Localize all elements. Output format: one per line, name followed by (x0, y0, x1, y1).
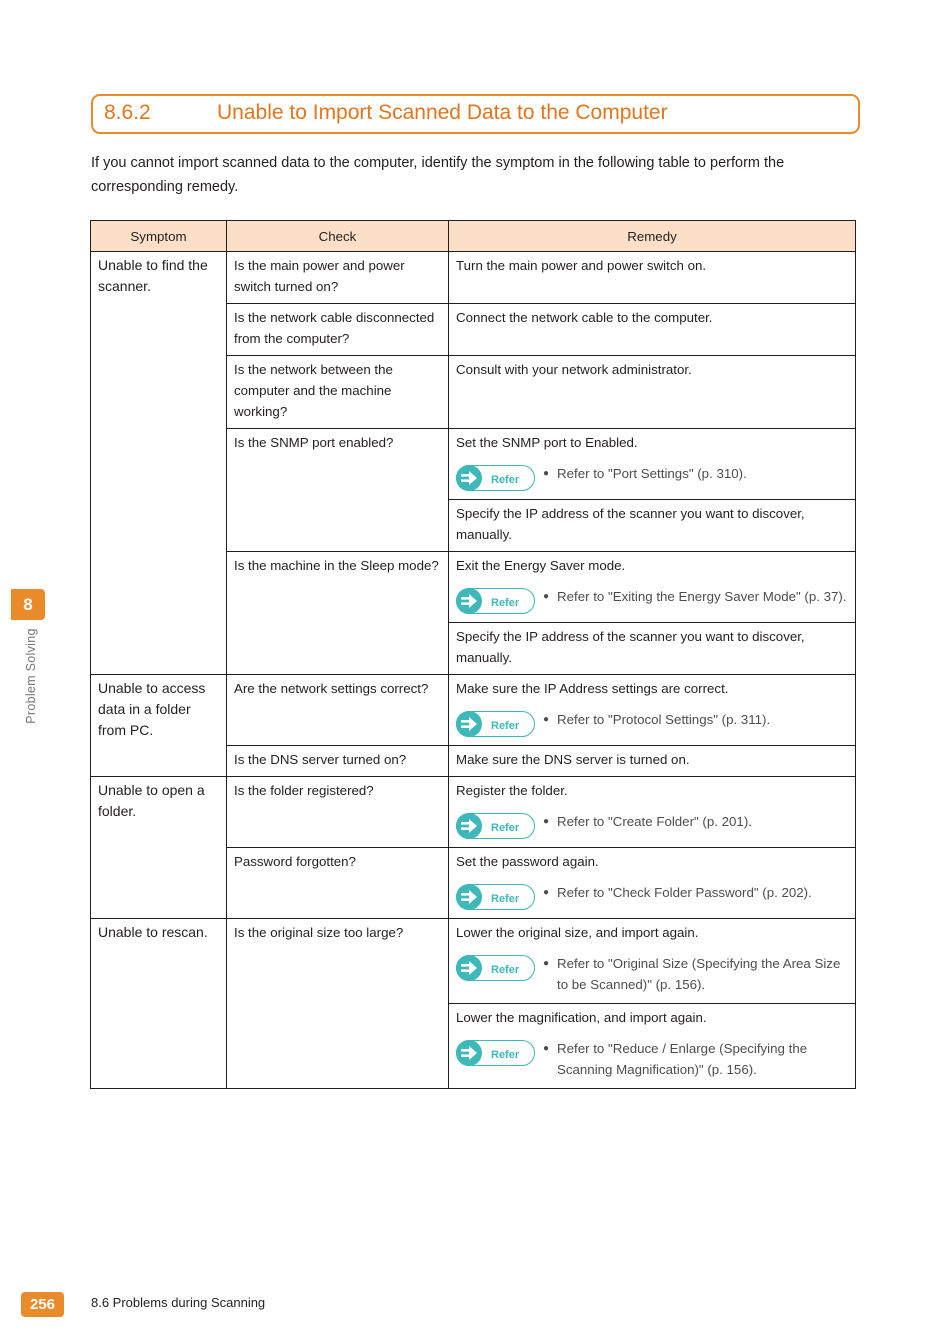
refer-link-text: Refer to "Port Settings" (p. 310). (557, 466, 747, 481)
remedy-text: Turn the main power and power switch on. (456, 258, 707, 273)
section-title: Unable to Import Scanned Data to the Computer (217, 101, 668, 124)
remedy-text: Exit the Energy Saver mode. (456, 558, 626, 573)
symptom-cell: Unable to access data in a folder from PC. (91, 675, 227, 777)
symptom-cell: Unable to find the scanner. (91, 252, 227, 675)
bullet-icon: ● (543, 591, 550, 602)
table-row (91, 675, 856, 746)
bullet-icon: ● (543, 714, 550, 725)
check-cell: Is the SNMP port enabled? (227, 429, 449, 552)
refer-link[interactable] (543, 463, 747, 484)
section-number: 8.6.2 (104, 101, 151, 124)
check-cell: Is the DNS server turned on? (227, 746, 449, 777)
table-row (91, 252, 856, 304)
header-symptom: Symptom (91, 221, 227, 252)
refer-label: Refer (491, 597, 520, 609)
remedy-text: Specify the IP address of the scanner you want to discover, manually. (456, 629, 805, 665)
table-header-row (91, 221, 856, 252)
arrow-right-icon (456, 813, 482, 839)
remedy-text: Specify the IP address of the scanner you want to discover, manually. (456, 506, 805, 542)
section-heading-box (91, 94, 860, 134)
refer-block (456, 811, 848, 839)
footer-section-label: 8.6 Problems during Scanning (91, 1295, 266, 1310)
header-remedy: Remedy (449, 221, 856, 252)
remedy-text: Register the folder. (456, 783, 568, 798)
refer-link-text: Refer to "Create Folder" (p. 201). (557, 814, 752, 829)
check-cell: Is the machine in the Sleep mode? (227, 552, 449, 675)
remedy-text: Set the password again. (456, 854, 599, 869)
remedy-cell (449, 848, 856, 919)
refer-link[interactable] (543, 1038, 848, 1080)
remedy-text: Lower the magnification, and import again. (456, 1010, 707, 1025)
refer-block (456, 882, 848, 910)
bullet-icon: ● (543, 958, 550, 969)
refer-badge (456, 465, 535, 491)
bullet-icon: ● (543, 816, 550, 827)
refer-link-text: Refer to "Protocol Settings" (p. 311). (557, 712, 771, 727)
remedy-text: Make sure the IP Address settings are correct. (456, 681, 729, 696)
check-cell: Is the main power and power switch turned on? (227, 252, 449, 304)
intro-paragraph: If you cannot import scanned data to the computer, identify the symptom in the following table to perform the corresponding remedy. (91, 155, 785, 195)
refer-badge (456, 813, 535, 839)
arrow-right-icon (456, 884, 482, 910)
refer-link-text: Refer to "Original Size (Specifying the Area Size to be Scanned)" (p. 156). (557, 956, 841, 992)
remedy-cell (449, 675, 856, 746)
bullet-icon: ● (543, 468, 550, 479)
refer-block (456, 953, 848, 995)
refer-label: Refer (491, 964, 520, 976)
refer-badge (456, 884, 535, 910)
check-cell: Is the network cable disconnected from the computer? (227, 304, 449, 356)
refer-link-text: Refer to "Reduce / Enlarge (Specifying the Scanning Magnification)" (p. 156). (557, 1041, 808, 1077)
check-cell: Are the network settings correct? (227, 675, 449, 746)
table-row (91, 777, 856, 848)
arrow-right-icon (456, 1040, 482, 1066)
refer-label: Refer (491, 1049, 520, 1061)
remedy-cell (449, 252, 856, 304)
remedy-text: Make sure the DNS server is turned on. (456, 752, 690, 767)
refer-badge (456, 1040, 535, 1066)
refer-block (456, 1038, 848, 1080)
bullet-icon: ● (543, 1043, 550, 1054)
table-row (91, 919, 856, 1004)
remedy-cell (449, 623, 856, 675)
remedy-cell (449, 919, 856, 1004)
refer-link[interactable] (543, 811, 752, 832)
remedy-text: Consult with your network administrator. (456, 362, 692, 377)
remedy-text: Lower the original size, and import again. (456, 925, 699, 940)
remedy-cell (449, 746, 856, 777)
arrow-right-icon (456, 465, 482, 491)
remedy-cell (449, 1004, 856, 1089)
refer-label: Refer (491, 822, 520, 834)
check-cell: Password forgotten? (227, 848, 449, 919)
refer-block (456, 463, 848, 491)
refer-link-text: Refer to "Check Folder Password" (p. 202). (557, 885, 812, 900)
refer-link[interactable] (543, 586, 847, 607)
remedy-cell (449, 429, 856, 500)
remedy-cell (449, 356, 856, 429)
remedy-text: Set the SNMP port to Enabled. (456, 435, 638, 450)
header-check: Check (227, 221, 449, 252)
remedy-cell (449, 777, 856, 848)
remedy-cell (449, 552, 856, 623)
troubleshooting-table (90, 220, 856, 1089)
refer-label: Refer (491, 720, 520, 732)
refer-link[interactable] (543, 953, 848, 995)
refer-label: Refer (491, 474, 520, 486)
chapter-label: Problem Solving (24, 628, 38, 724)
arrow-right-icon (456, 588, 482, 614)
refer-badge (456, 955, 535, 981)
remedy-cell (449, 500, 856, 552)
symptom-cell: Unable to open a folder. (91, 777, 227, 919)
refer-link-text: Refer to "Exiting the Energy Saver Mode" (p. 37). (557, 589, 847, 604)
refer-link[interactable] (543, 709, 770, 730)
check-cell: Is the folder registered? (227, 777, 449, 848)
refer-block (456, 709, 848, 737)
remedy-cell (449, 304, 856, 356)
refer-badge (456, 588, 535, 614)
arrow-right-icon (456, 711, 482, 737)
check-cell: Is the network between the computer and the machine working? (227, 356, 449, 429)
page-number: 256 (21, 1292, 64, 1317)
bullet-icon: ● (543, 887, 550, 898)
refer-link[interactable] (543, 882, 812, 903)
check-cell: Is the original size too large? (227, 919, 449, 1089)
refer-badge (456, 711, 535, 737)
arrow-right-icon (456, 955, 482, 981)
symptom-cell: Unable to rescan. (91, 919, 227, 1089)
refer-block (456, 586, 848, 614)
chapter-tab: 8 (11, 589, 45, 620)
remedy-text: Connect the network cable to the computer. (456, 310, 713, 325)
refer-label: Refer (491, 893, 520, 905)
